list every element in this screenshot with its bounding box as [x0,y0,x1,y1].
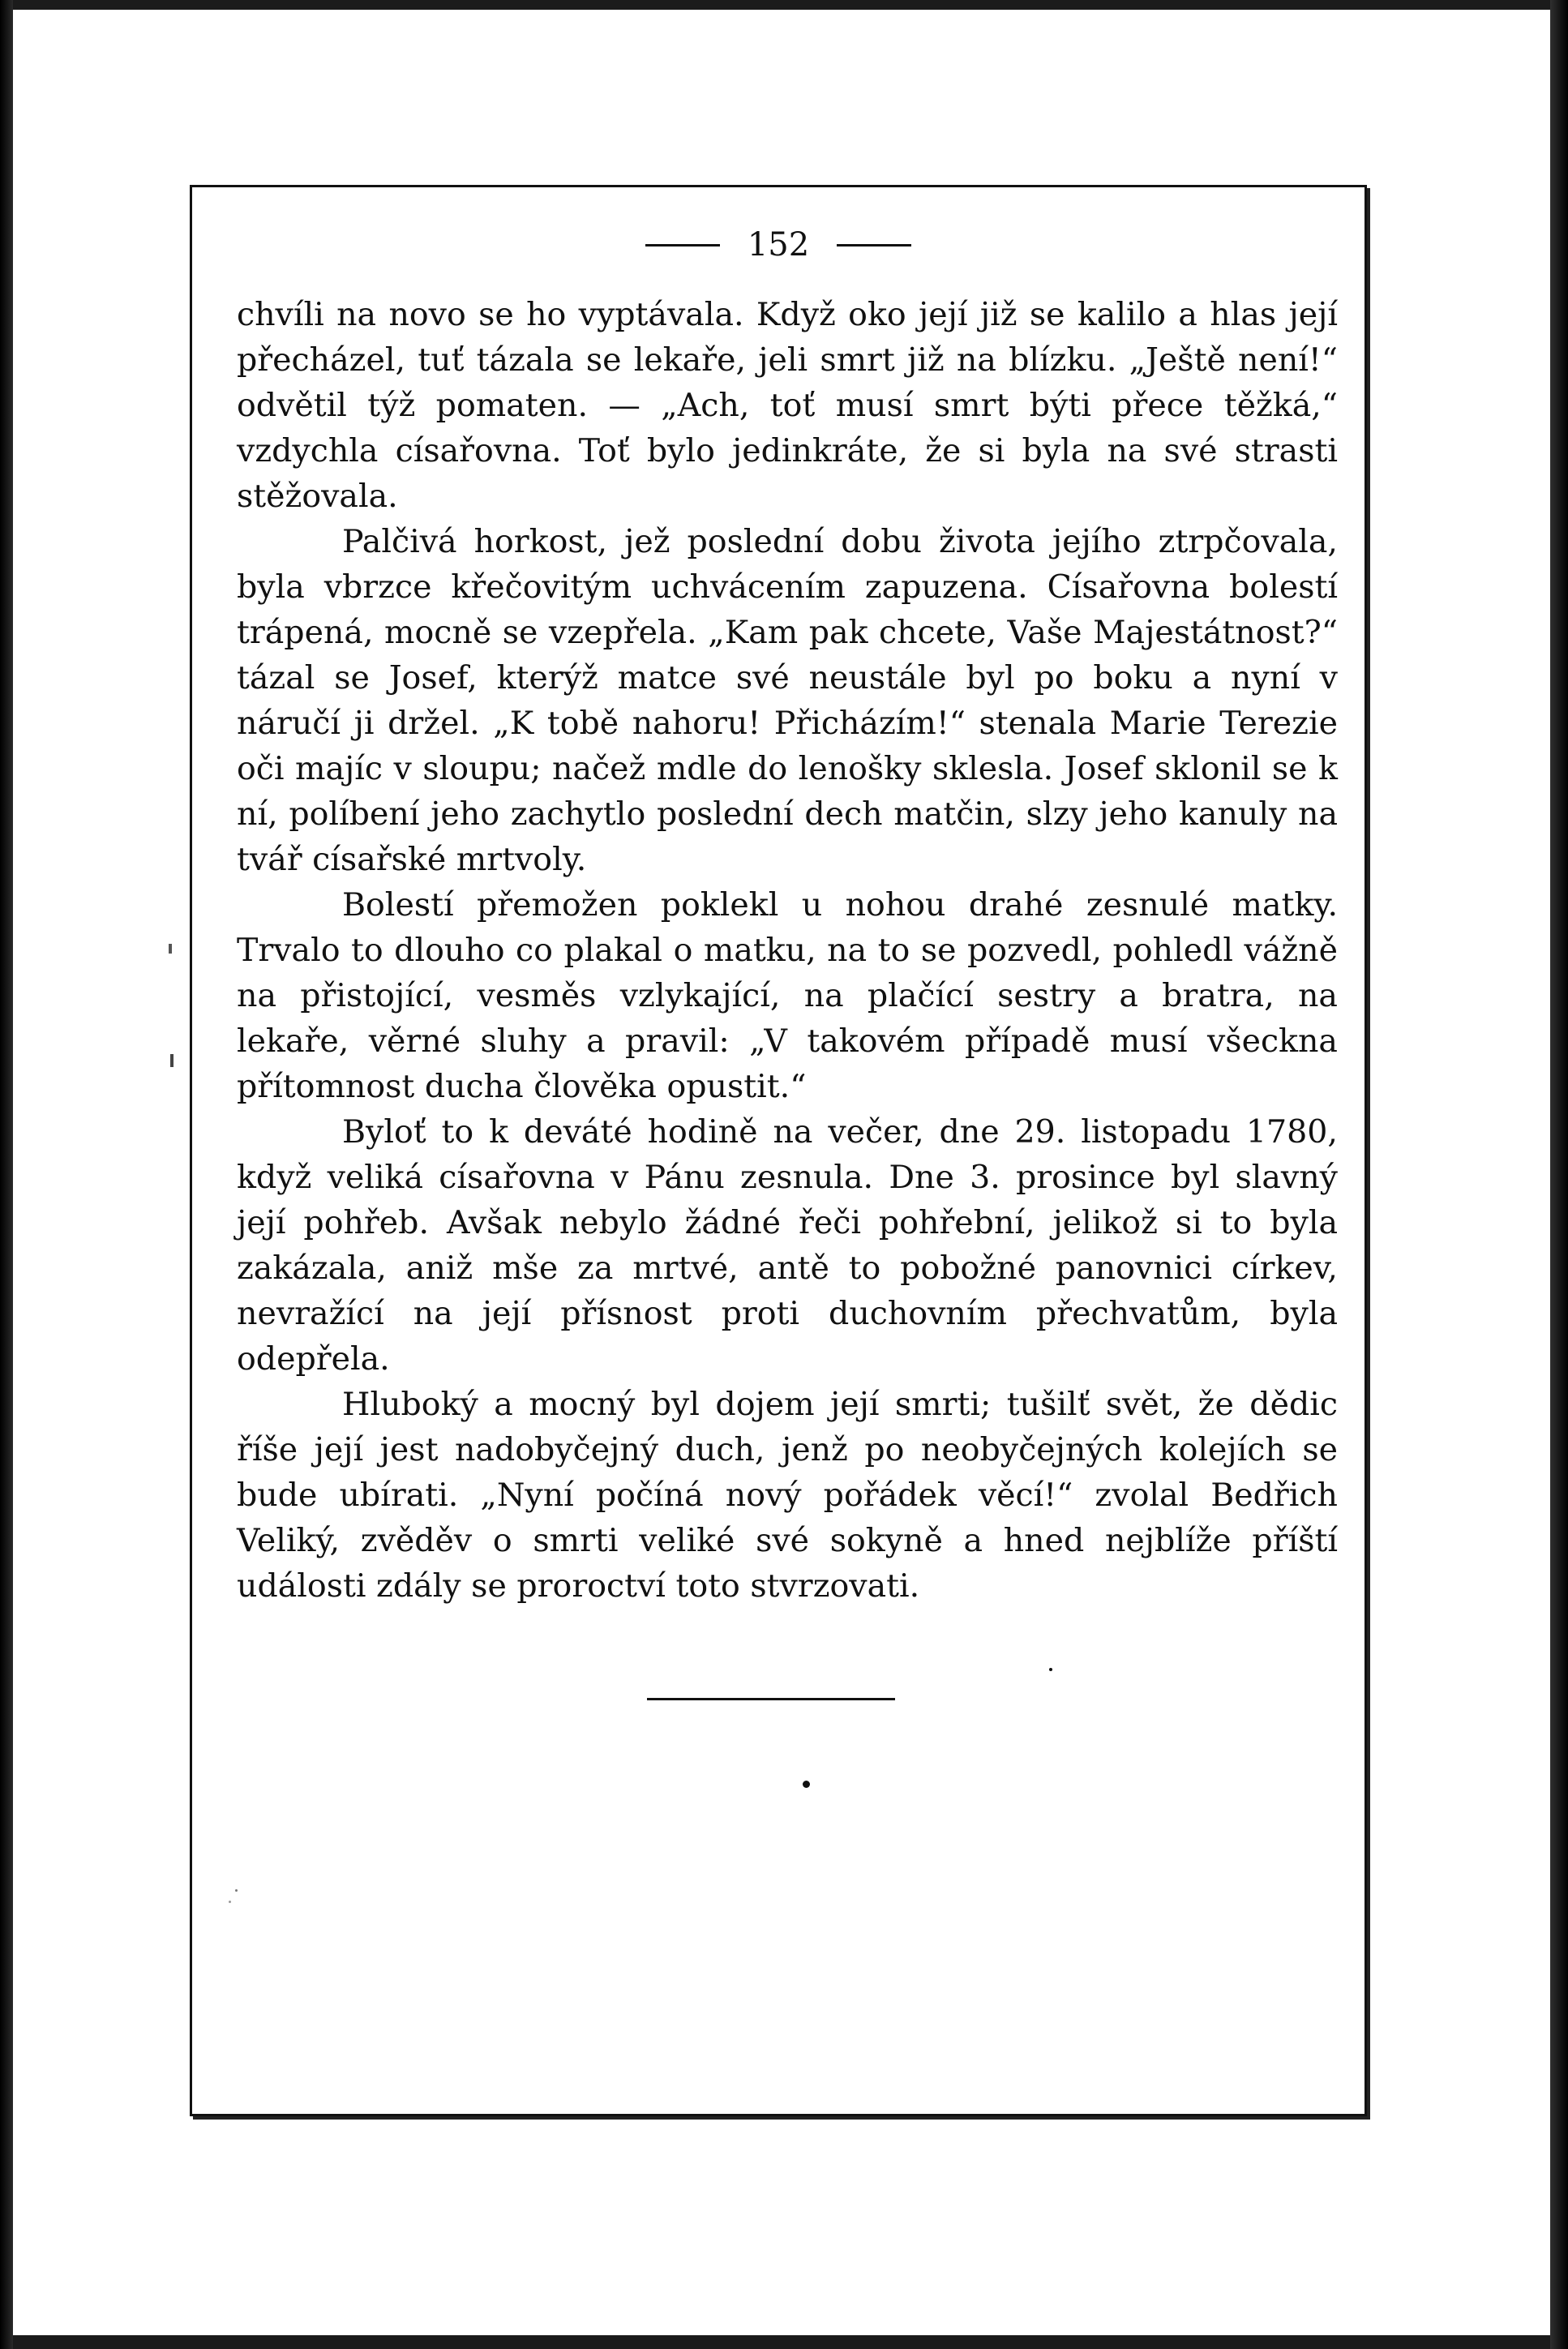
print-speck [235,1889,238,1892]
header-dash-left [645,244,720,246]
paragraph-3: Bolestí přemožen poklekl u nohou drahé zesnulé matky. Trvalo to dlouho co plakal o matku, na to se pozvedl, pohledl vážně na přistojící, vesměs vzlykající, na plačící sestry a bratra, na lekaře, věrné sluhy a pravil: „V takovém případě musí všeckna přítomnost ducha člověka opustit.“ [237,886,1338,1105]
scan-edge-left [0,0,13,2349]
margin-mark [169,944,172,954]
print-speck [229,1901,231,1903]
page-header [190,222,1367,268]
paragraph-4: Byloť to k deváté hodině na večer, dne 29. listopadu 1780, když veliká císařovna v Pánu zesnula. Dne 3. prosince byl slavný její pohřeb. Avšak nebylo žádné řeči pohřební, jelikož si to byla zakázala, aniž mše za mrtvé, antě to pobožné panovnici církev, nevražící na její přísnost proti duchovním přechvatům, byla odepřela. [237,1113,1338,1378]
page-frame-shadow-bottom [193,2116,1370,2120]
header-dash-right [837,244,911,246]
print-speck [1049,1668,1052,1671]
print-dot [803,1781,810,1788]
page-frame-shadow-right [1367,188,1370,2120]
paragraph-5: Hluboký a mocný byl dojem její smrti; tušilť svět, že dědic říše její jest nadobyčejný duch, jenž po neobyčejných kolejích se bude ubírati. „Nyní počíná nový pořádek věcí!“ zvolal Bedřich Veliký, zvěděv o smrti veliké své sokyně a hned nejblíže příští události zdály se proroctví toto stvrzovati. [237,1386,1338,1605]
paragraph-1: chvíli na novo se ho vyptávala. Když oko její již se kalilo a hlas její přecházel, tuť tázala se lekaře, jeli smrt již na blízku. „Ještě není!“ odvětil týž pomaten. — „Ach, toť musí smrt býti přece těžká,“ vzdychla císařovna. Toť bylo jedinkráte, že si byla na své strasti stěžovala. [237,296,1338,515]
body-text [237,292,1338,1609]
margin-mark [170,1054,174,1067]
scan-edge-right [1550,0,1568,2349]
end-rule [647,1698,895,1700]
page-number: 152 [747,226,810,264]
paragraph-2: Palčivá horkost, jež poslední dobu života jejího ztrpčovala, byla vbrzce křečovitým uchvácením zapuzena. Císařovna bolestí trápená, mocně se vzepřela. „Kam pak chcete, Vaše Majestátnost?“ tázal se Josef, kterýž matce své neustále byl po boku a nyní v náručí ji držel. „K tobě nahoru! Přicházím!“ stenala Marie Terezie oči majíc v sloupu; načež mdle do lenošky sklesla. Josef sklonil se k ní, políbení jeho zachytlo poslední dech matčin, slzy jeho kanuly na tvář císařské mrtvoly. [237,523,1338,878]
